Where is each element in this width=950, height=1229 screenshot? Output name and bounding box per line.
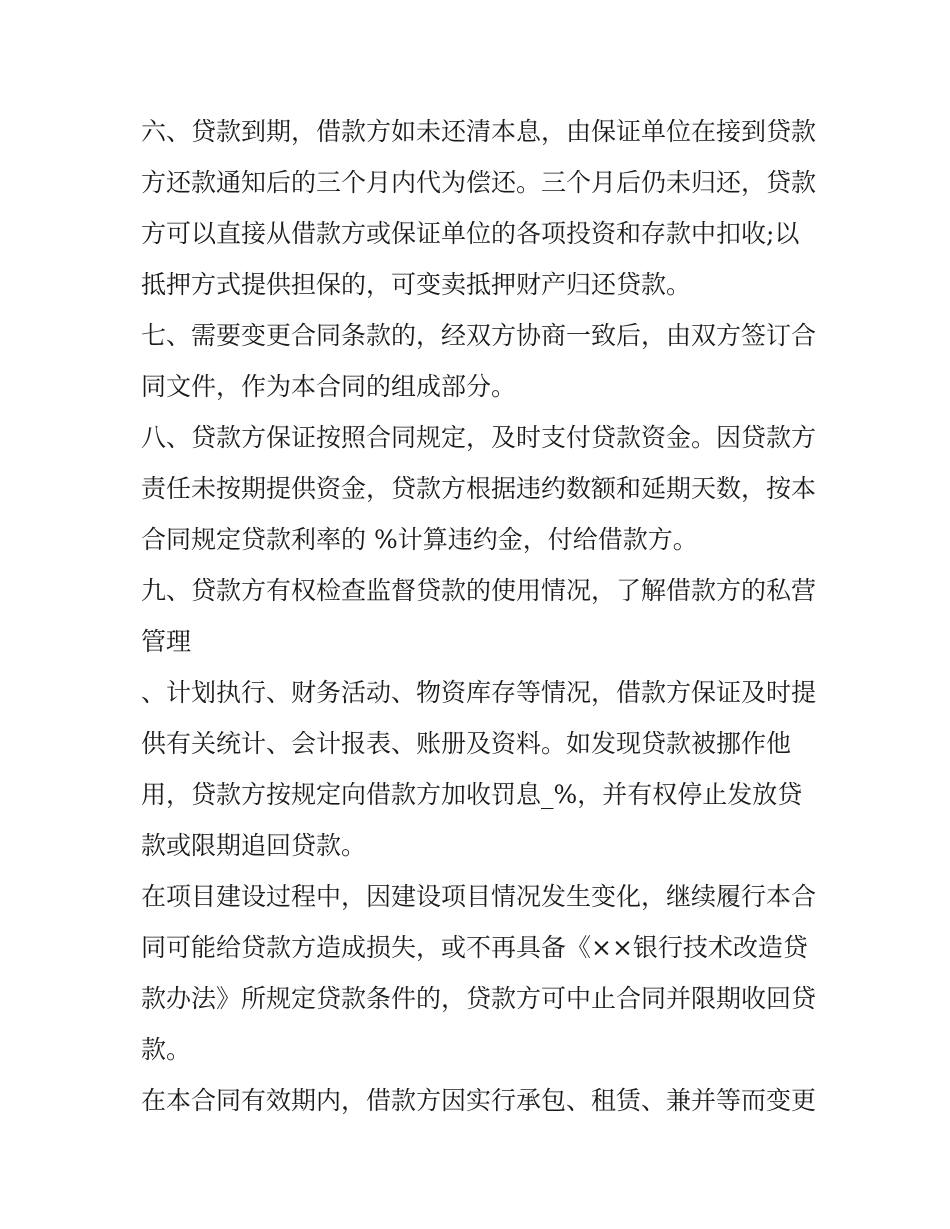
text-line: 同可能给贷款方造成损失，或不再具备《××银行技术改造贷 bbox=[141, 933, 808, 962]
text-line: 八、贷款方保证按照合同规定，及时支付贷款资金。因贷款方 bbox=[141, 423, 817, 452]
text-line: 合同规定贷款利率的 %计算违约金，付给借款方。 bbox=[141, 525, 698, 554]
text-line: 责任未按期提供资金，贷款方根据违约数额和延期天数，按本 bbox=[141, 474, 817, 503]
text-line: 七、需要变更合同条款的，经双方协商一致后，由双方签订合 bbox=[141, 321, 817, 350]
text-line: 管理 bbox=[141, 627, 192, 656]
document-body bbox=[141, 106, 821, 1126]
text-line: 在本合同有效期内，借款方因实行承包、租赁、兼并等而变更 bbox=[141, 1086, 817, 1115]
text-line: 、计划执行、财务活动、物资库存等情况，借款方保证及时提 bbox=[141, 678, 817, 707]
text-line: 九、贷款方有权检查监督贷款的使用情况，了解借款方的私营 bbox=[141, 576, 817, 605]
text-line: 同文件，作为本合同的组成部分。 bbox=[141, 372, 517, 401]
text-line: 用，贷款方按规定向借款方加收罚息_%，并有权停止发放贷 bbox=[141, 780, 803, 809]
text-line: 方可以直接从借款方或保证单位的各项投资和存款中扣收;以 bbox=[141, 219, 800, 248]
text-line: 六、贷款到期，借款方如未还清本息，由保证单位在接到贷款 bbox=[141, 117, 817, 146]
text-line: 款办法》所规定贷款条件的，贷款方可中止合同并限期收回贷 bbox=[141, 984, 817, 1013]
text-line: 抵押方式提供担保的，可变卖抵押财产归还贷款。 bbox=[141, 270, 692, 299]
text-line: 款。 bbox=[141, 1035, 192, 1064]
text-line: 在项目建设过程中，因建设项目情况发生变化，继续履行本合 bbox=[141, 882, 817, 911]
text-line: 款或限期追回贷款。 bbox=[141, 831, 367, 860]
text-line: 方还款通知后的三个月内代为偿还。三个月后仍未归还，贷款 bbox=[141, 168, 817, 197]
text-line: 供有关统计、会计报表、账册及资料。如发现贷款被挪作他 bbox=[141, 729, 792, 758]
